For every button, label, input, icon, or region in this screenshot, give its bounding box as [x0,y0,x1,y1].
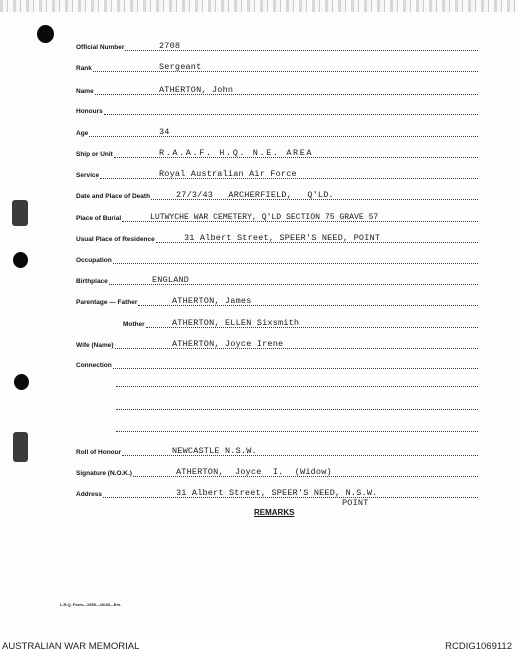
field-roll-of-honour [76,443,478,457]
field-label: Name [76,88,94,95]
scan-top-edge [0,0,518,12]
field-label: Honours [76,108,103,115]
field-parentage-mother [76,315,478,329]
field-value: ATHERTON, Joyce Irene [172,339,284,349]
field-name [76,82,478,96]
field-honours [76,102,478,116]
field-label: Address [76,491,103,498]
field-value: Sergeant [159,62,202,72]
field-label: Usual Place of Residence [76,236,155,243]
field-value: ATHERTON, John [159,85,234,95]
binder-mark-lower [13,432,28,462]
field-usual-place-of-residence [76,230,478,244]
field-label: Connection [76,362,112,369]
field-label: Parentage — Father [76,299,138,306]
field-label: Age [76,130,89,137]
field-value: ATHERTON, ELLEN Sixsmith [172,318,300,328]
field-value: ENGLAND [152,275,190,285]
field-label: Roll of Honour [76,449,122,456]
field-value: 2708 [159,41,181,51]
punch-hole-top [37,25,54,43]
field-age [76,124,478,138]
field-label: Mother [123,321,145,328]
field-label: Place of Burial [76,215,122,222]
connection-blank-line [116,431,478,432]
field-label: Occupation [76,257,112,264]
field-value: 31 Albert Street, SPEER'S NEED, POINT [184,233,381,243]
field-value: LUTWYCHE WAR CEMETERY, Q'LD SECTION 75 GRAVE 57 [150,213,379,222]
field-parentage-father [76,293,478,307]
field-label: Date and Place of Death [76,193,151,200]
field-line [115,348,478,349]
field-date-place-of-death [76,187,478,201]
field-service [76,166,478,180]
field-birthplace [76,272,478,286]
field-label: Service [76,172,100,179]
field-rank [76,59,478,73]
field-address [76,485,478,499]
field-value: 34 [159,127,170,137]
binder-mark-upper [12,200,28,226]
field-wife-name [76,336,478,350]
field-value: NEWCASTLE N.S.W. [172,446,257,456]
address-overtype-point: POINT [342,498,369,508]
field-value: Royal Australian Air Force [159,169,297,179]
field-label: Official Number [76,44,125,51]
field-label: Birthplace [76,278,108,285]
field-value: 27/3/43 ARCHERFIELD, Q'LD. [176,190,334,200]
punch-hole-middle [13,252,28,268]
field-signature-nok [76,464,478,478]
field-line [113,263,478,264]
field-label: Rank [76,65,92,72]
field-official-number [76,38,478,52]
field-line [89,136,478,137]
remarks-heading: REMARKS [254,508,295,517]
footer-source: AUSTRALIAN WAR MEMORIAL [2,641,140,652]
field-value: ATHERTON, Joyce I. (Widow) [176,467,332,477]
field-line [104,114,478,115]
connection-blank-line [116,386,478,387]
footer-record-id: RCDIG1069112 [445,641,512,652]
form-reference: L.R.Q. Form—1955—10/45—Em. [60,602,122,607]
punch-hole-lower [14,374,29,390]
field-line [113,368,478,369]
connection-blank-line [116,409,478,410]
field-label: Ship or Unit [76,151,113,158]
field-place-of-burial [76,209,478,223]
field-line [95,94,478,95]
field-label: Signature (N.O.K.) [76,470,132,477]
field-value: ATHERTON, James [172,296,252,306]
field-label: Wife (Name) [76,342,114,349]
field-connection [76,356,478,370]
field-line [93,71,478,72]
field-occupation [76,251,478,265]
field-ship-or-unit [76,145,478,159]
field-value: 31 Albert Street, SPEER'S NEED, N.S.W. [176,488,378,498]
field-value: R.A.A.F. H.Q. N.E. AREA [159,148,314,158]
